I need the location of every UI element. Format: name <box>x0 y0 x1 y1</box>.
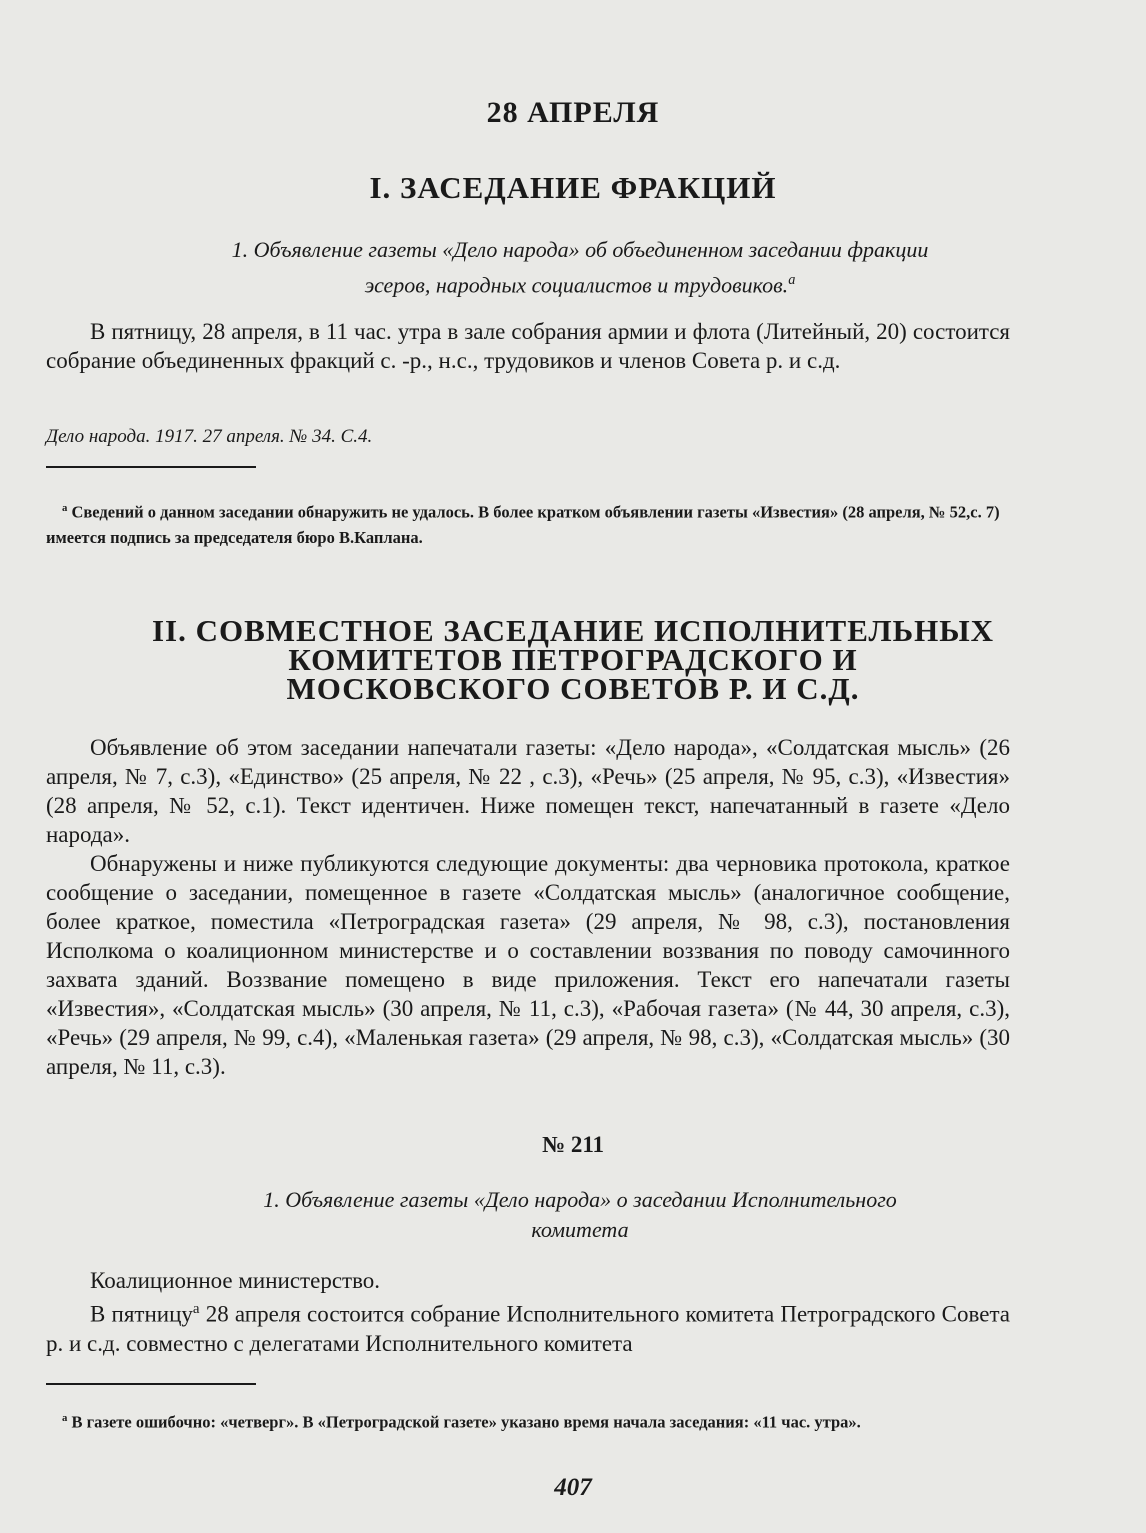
footnote-marker: а <box>788 272 796 288</box>
document-line-2 <box>46 1295 1010 1358</box>
document-footnote <box>46 1406 1006 1435</box>
footnote-marker: а <box>62 1412 68 1424</box>
document-line-2-rest: 28 апреля состоится собрание Исполнительного комитета Петроградского Совета р. и с.д. совместно с делегатами Исполнительного комитета <box>46 1301 1010 1356</box>
footnote-marker: а <box>62 502 68 514</box>
page-number: 407 <box>554 1474 592 1501</box>
section-2-paragraph-1: Объявление об этом заседании напечатали газеты: «Дело народа», «Солдатская мысль» (26 апреля, № 7, с.3), «Единство» (25 апреля, № 22 , с.3), «Речь» (25 апреля, № 95, с.3), «Известия» (28 апреля, № 52, с.1). Текст идентичен. Ниже помещен текст, напечатанный в газете «Дело народа». <box>46 735 1010 847</box>
section-1-title: I. ЗАСЕДАНИЕ ФРАКЦИЙ <box>369 170 777 205</box>
section-2-body <box>46 733 1010 1081</box>
doc-title-line-2: эсеров, народных социалистов и трудовиков. <box>364 272 789 298</box>
document-line-1: Коалиционное министерство. <box>90 1268 381 1293</box>
document-number: № 211 <box>541 1132 605 1157</box>
section-1-footnote <box>46 496 1006 550</box>
section-2-title-line-1: II. СОВМЕСТНОЕ ЗАСЕДАНИЕ ИСПОЛНИТЕЛЬНЫХ <box>151 613 995 648</box>
document-title-line-2: комитета <box>531 1217 629 1242</box>
document-line-2-start: В пятницу <box>90 1301 193 1327</box>
footnote-divider <box>46 466 256 468</box>
section-2-title <box>0 613 1146 706</box>
section-1-paragraph: В пятницу, 28 апреля, в 11 час. утра в зале собрания армии и флота (Литейный, 20) состоится собрание объединенных фракций с. -р., н.с., трудовиков и членов Совета р. и с.д. <box>46 319 1010 373</box>
doc-title-line-1: 1. Объявление газеты «Дело народа» об объединенном заседании фракции <box>231 237 929 262</box>
document-title <box>90 1185 1070 1245</box>
date-heading: 28 АПРЕЛЯ <box>486 96 660 129</box>
source-citation: Дело народа. 1917. 27 апреля. № 34. С.4. <box>46 426 373 447</box>
footnote-text: Сведений о данном заседании обнаружить не удалось. В более кратком объявлении газеты «Известия» (28 апреля, № 52,с. 7) имеется подпись за председателя бюро В.Каплана. <box>46 502 1000 547</box>
section-2-title-line-3: МОСКОВСКОГО СОВЕТОВ Р. И С.Д. <box>286 671 860 706</box>
section-2-paragraph-2: Обнаружены и ниже публикуются следующие документы: два черновика протокола, краткое сообщение о заседании, помещенное в газете «Солдатская мысль» (аналогичное сообщение, более краткое, поместила «Петроградская газета» (29 апреля, № 98, с.3), постановления Исполкома о коалиционном министерстве и о составлении воззвания по поводу самочинного захвата зданий. Воззвание помещено в виде приложения. Текст его напечатали газеты «Известия», «Солдатская мысль» (30 апреля, № 11, с.3), «Рабочая газета» (№ 44, 30 апреля, с.3), «Речь» (29 апреля, № 99, с.4), «Маленькая газета» (29 апреля, № 98, с.3), «Солдатская мысль» (30 апреля, № 11, с.3). <box>46 851 1010 1079</box>
footnote-marker: а <box>192 1301 200 1317</box>
document-body <box>46 1266 1010 1358</box>
section-2-title-line-2: КОМИТЕТОВ ПЕТРОГРАДСКОГО И <box>288 642 858 677</box>
footnote-text: В газете ошибочно: «четверг». В «Петроградской газете» указано время начала заседания: «11 час. утра». <box>71 1412 861 1432</box>
footnote-divider <box>46 1383 256 1385</box>
section-1-document-title <box>90 235 1070 300</box>
section-1-body <box>46 317 1010 375</box>
document-title-line-1: 1. Объявление газеты «Дело народа» о заседании Исполнительного <box>263 1187 897 1212</box>
